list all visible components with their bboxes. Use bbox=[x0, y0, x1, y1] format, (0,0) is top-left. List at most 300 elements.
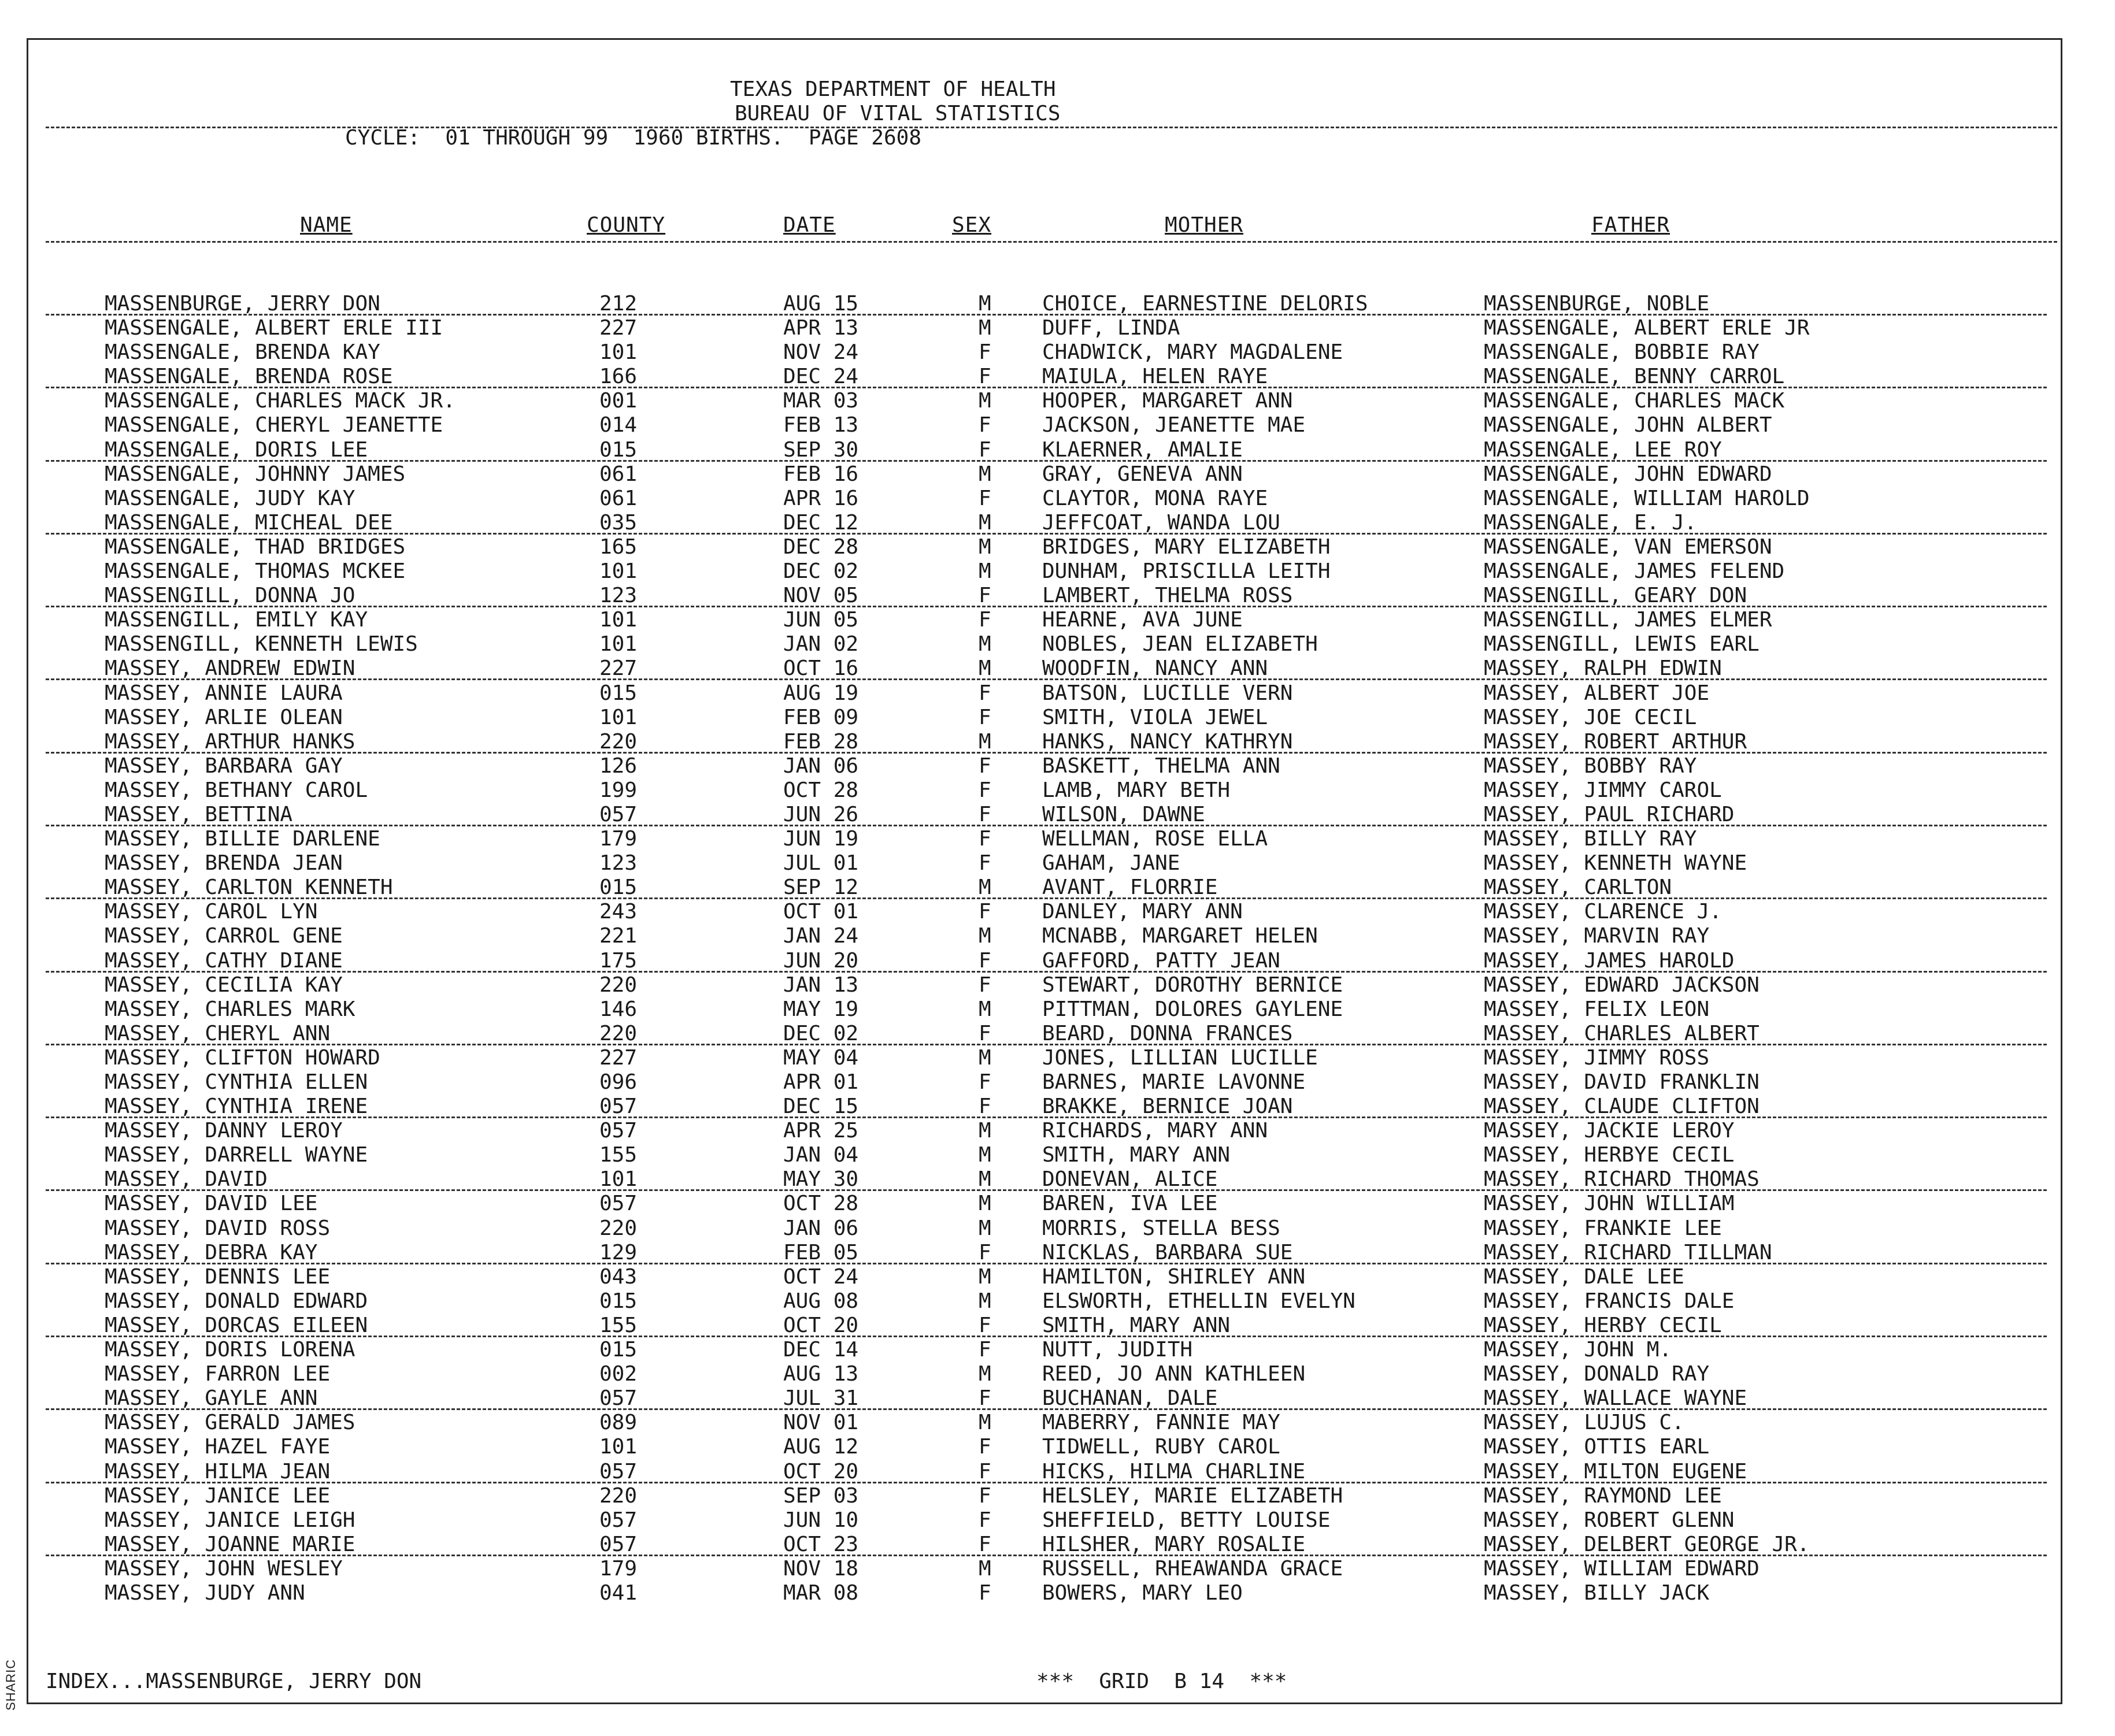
cell-sex: F bbox=[979, 365, 991, 389]
cell-father: MASSEY, CHARLES ALBERT bbox=[1484, 1021, 1760, 1045]
cell-sex: F bbox=[979, 851, 991, 876]
cell-name: MASSEY, DEBRA KAY bbox=[105, 1240, 318, 1264]
cell-name: MASSEY, JOANNE MARIE bbox=[105, 1532, 355, 1556]
cell-father: MASSEY, JACKIE LEROY bbox=[1484, 1119, 1735, 1143]
cell-father: MASSEY, WILLIAM EDWARD bbox=[1484, 1556, 1760, 1581]
cell-name: MASSENGALE, THOMAS MCKEE bbox=[105, 559, 406, 584]
cell-county: 089 bbox=[599, 1411, 638, 1435]
cell-county: 057 bbox=[599, 1459, 638, 1483]
cell-date: MAR 03 bbox=[783, 389, 859, 413]
cell-date: OCT 28 bbox=[783, 1192, 859, 1216]
table-row bbox=[28, 1216, 2064, 1241]
cell-sex: M bbox=[979, 1192, 991, 1216]
cell-date: FEB 05 bbox=[783, 1240, 859, 1264]
cell-date: FEB 28 bbox=[783, 729, 859, 754]
cell-date: JUL 01 bbox=[783, 851, 859, 876]
table-row bbox=[28, 1289, 2064, 1314]
side-label: SHARIC bbox=[3, 1659, 18, 1711]
cell-father: MASSEY, WALLACE WAYNE bbox=[1484, 1386, 1747, 1411]
cell-county: 175 bbox=[599, 948, 638, 973]
cell-name: MASSEY, BRENDA JEAN bbox=[105, 851, 343, 876]
cell-father: MASSEY, JOE CECIL bbox=[1484, 705, 1697, 729]
header-department: TEXAS DEPARTMENT OF HEALTH bbox=[730, 77, 1056, 101]
cell-father: MASSEY, JOHN M. bbox=[1484, 1338, 1672, 1362]
cell-sex: F bbox=[979, 1581, 991, 1605]
cell-father: MASSEY, JIMMY ROSS bbox=[1484, 1045, 1710, 1070]
cell-name: MASSEY, JUDY ANN bbox=[105, 1581, 305, 1605]
cell-father: MASSEY, HERBY CECIL bbox=[1484, 1313, 1722, 1337]
footer-grid: *** GRID B 14 *** bbox=[1036, 1670, 1287, 1693]
cell-date: DEC 14 bbox=[783, 1338, 859, 1362]
cell-date: OCT 01 bbox=[783, 900, 859, 924]
cell-date: DEC 28 bbox=[783, 535, 859, 559]
cell-mother: LAMB, MARY BETH bbox=[1042, 778, 1231, 802]
table-row bbox=[28, 1241, 2064, 1265]
cell-mother: SMITH, VIOLA JEWEL bbox=[1042, 705, 1268, 729]
cell-date: FEB 16 bbox=[783, 462, 859, 486]
cell-county: 101 bbox=[599, 705, 638, 729]
cell-sex: M bbox=[979, 559, 991, 584]
cell-father: MASSEY, DALE LEE bbox=[1484, 1264, 1684, 1289]
cell-date: OCT 24 bbox=[783, 1264, 859, 1289]
table-row bbox=[28, 462, 2064, 487]
cell-name: MASSEY, CLIFTON HOWARD bbox=[105, 1045, 380, 1070]
column-header-date: DATE bbox=[783, 213, 836, 237]
cell-county: 220 bbox=[599, 973, 638, 997]
cell-sex: F bbox=[979, 705, 991, 729]
cell-name: MASSENGALE, JUDY KAY bbox=[105, 486, 355, 510]
cell-date: JUN 19 bbox=[783, 827, 859, 851]
cell-sex: M bbox=[979, 997, 991, 1021]
cell-county: 043 bbox=[599, 1264, 638, 1289]
cell-county: 155 bbox=[599, 1313, 638, 1337]
table-row bbox=[28, 1411, 2064, 1435]
cell-county: 123 bbox=[599, 851, 638, 876]
cell-date: NOV 05 bbox=[783, 584, 859, 608]
cell-father: MASSENBURGE, NOBLE bbox=[1484, 292, 1710, 316]
table-row bbox=[28, 1435, 2064, 1459]
table-row bbox=[28, 1362, 2064, 1386]
cell-father: MASSEY, OTTIS EARL bbox=[1484, 1435, 1710, 1459]
cell-sex: F bbox=[979, 1338, 991, 1362]
cell-county: 126 bbox=[599, 754, 638, 778]
cell-date: AUG 19 bbox=[783, 681, 859, 705]
table-row bbox=[28, 584, 2064, 608]
cell-mother: JACKSON, JEANETTE MAE bbox=[1042, 413, 1306, 437]
table-row bbox=[28, 1581, 2064, 1605]
cell-mother: GAHAM, JANE bbox=[1042, 851, 1180, 876]
table-row bbox=[28, 851, 2064, 876]
cell-county: 199 bbox=[599, 778, 638, 802]
column-header-father: FATHER bbox=[1591, 213, 1670, 237]
table-row bbox=[28, 973, 2064, 997]
table-row bbox=[28, 1533, 2064, 1557]
cell-date: DEC 02 bbox=[783, 1021, 859, 1045]
cell-mother: GRAY, GENEVA ANN bbox=[1042, 462, 1243, 486]
cell-mother: DANLEY, MARY ANN bbox=[1042, 900, 1243, 924]
cell-county: 015 bbox=[599, 681, 638, 705]
cell-county: 179 bbox=[599, 1556, 638, 1581]
cell-sex: F bbox=[979, 1240, 991, 1264]
cell-sex: M bbox=[979, 1362, 991, 1386]
table-row bbox=[28, 1460, 2064, 1484]
cell-father: MASSENGALE, LEE ROY bbox=[1484, 437, 1722, 462]
cell-date: OCT 28 bbox=[783, 778, 859, 802]
footer-index: INDEX...MASSENBURGE, JERRY DON bbox=[46, 1670, 422, 1693]
cell-sex: F bbox=[979, 1095, 991, 1119]
cell-date: JAN 06 bbox=[783, 1216, 859, 1240]
cell-name: MASSEY, CARROL GENE bbox=[105, 924, 343, 948]
cell-sex: M bbox=[979, 1289, 991, 1313]
cell-sex: M bbox=[979, 876, 991, 900]
cell-sex: F bbox=[979, 681, 991, 705]
document-frame bbox=[27, 38, 2062, 1704]
cell-mother: BAREN, IVA LEE bbox=[1042, 1192, 1218, 1216]
cell-date: OCT 20 bbox=[783, 1313, 859, 1337]
cell-mother: CLAYTOR, MONA RAYE bbox=[1042, 486, 1268, 510]
cell-county: 061 bbox=[599, 486, 638, 510]
cell-name: MASSEY, FARRON LEE bbox=[105, 1362, 331, 1386]
cell-sex: F bbox=[979, 973, 991, 997]
cell-county: 035 bbox=[599, 510, 638, 535]
cell-sex: F bbox=[979, 754, 991, 778]
cell-county: 057 bbox=[599, 1508, 638, 1532]
cell-sex: M bbox=[979, 1143, 991, 1167]
cell-mother: STEWART, DOROTHY BERNICE bbox=[1042, 973, 1343, 997]
cell-mother: SHEFFIELD, BETTY LOUISE bbox=[1042, 1508, 1331, 1532]
cell-name: MASSEY, DAVID ROSS bbox=[105, 1216, 331, 1240]
cell-date: OCT 20 bbox=[783, 1459, 859, 1483]
cell-mother: NICKLAS, BARBARA SUE bbox=[1042, 1240, 1293, 1264]
cell-father: MASSENGILL, LEWIS EARL bbox=[1484, 632, 1760, 656]
cell-county: 146 bbox=[599, 997, 638, 1021]
cell-mother: HELSLEY, MARIE ELIZABETH bbox=[1042, 1483, 1343, 1508]
cell-father: MASSENGALE, ALBERT ERLE JR bbox=[1484, 316, 1810, 340]
cell-date: JUL 31 bbox=[783, 1386, 859, 1411]
cell-name: MASSEY, CATHY DIANE bbox=[105, 948, 343, 973]
table-row bbox=[28, 1386, 2064, 1411]
cell-father: MASSEY, DELBERT GEORGE JR. bbox=[1484, 1532, 1810, 1556]
cell-name: MASSEY, GERALD JAMES bbox=[105, 1411, 355, 1435]
cell-father: MASSEY, ALBERT JOE bbox=[1484, 681, 1710, 705]
cell-mother: GAFFORD, PATTY JEAN bbox=[1042, 948, 1280, 973]
table-row bbox=[28, 754, 2064, 778]
cell-name: MASSEY, JANICE LEE bbox=[105, 1483, 331, 1508]
cell-county: 057 bbox=[599, 1386, 638, 1411]
table-row bbox=[28, 389, 2064, 413]
cell-county: 096 bbox=[599, 1070, 638, 1094]
cell-sex: M bbox=[979, 656, 991, 681]
cell-date: AUG 15 bbox=[783, 292, 859, 316]
cell-mother: HANKS, NANCY KATHRYN bbox=[1042, 729, 1293, 754]
cell-father: MASSENGALE, CHARLES MACK bbox=[1484, 389, 1785, 413]
cell-father: MASSEY, RICHARD TILLMAN bbox=[1484, 1240, 1772, 1264]
cell-county: 015 bbox=[599, 1289, 638, 1313]
cell-county: 057 bbox=[599, 1532, 638, 1556]
cell-sex: M bbox=[979, 535, 991, 559]
cell-mother: HICKS, HILMA CHARLINE bbox=[1042, 1459, 1306, 1483]
cell-sex: F bbox=[979, 413, 991, 437]
cell-sex: F bbox=[979, 948, 991, 973]
cell-mother: PITTMAN, DOLORES GAYLENE bbox=[1042, 997, 1343, 1021]
cell-mother: DUFF, LINDA bbox=[1042, 316, 1180, 340]
table-row bbox=[28, 340, 2064, 365]
cell-father: MASSEY, FELIX LEON bbox=[1484, 997, 1710, 1021]
cell-name: MASSEY, CHARLES MARK bbox=[105, 997, 355, 1021]
table-row bbox=[28, 438, 2064, 462]
cell-mother: JONES, LILLIAN LUCILLE bbox=[1042, 1045, 1318, 1070]
cell-name: MASSENGILL, EMILY KAY bbox=[105, 608, 368, 632]
cell-county: 123 bbox=[599, 584, 638, 608]
table-row bbox=[28, 1143, 2064, 1167]
cell-father: MASSENGILL, GEARY DON bbox=[1484, 584, 1747, 608]
cell-date: JUN 05 bbox=[783, 608, 859, 632]
cell-sex: M bbox=[979, 729, 991, 754]
cell-mother: NUTT, JUDITH bbox=[1042, 1338, 1193, 1362]
cell-sex: F bbox=[979, 584, 991, 608]
cell-county: 220 bbox=[599, 1483, 638, 1508]
cell-county: 002 bbox=[599, 1362, 638, 1386]
table-row bbox=[28, 876, 2064, 900]
cell-county: 101 bbox=[599, 340, 638, 365]
cell-father: MASSENGALE, WILLIAM HAROLD bbox=[1484, 486, 1810, 510]
cell-date: OCT 16 bbox=[783, 656, 859, 681]
cell-father: MASSEY, ROBERT ARTHUR bbox=[1484, 729, 1747, 754]
cell-father: MASSENGALE, BENNY CARROL bbox=[1484, 365, 1785, 389]
cell-county: 057 bbox=[599, 1192, 638, 1216]
cell-name: MASSEY, BARBARA GAY bbox=[105, 754, 343, 778]
table-row bbox=[28, 1192, 2064, 1216]
cell-name: MASSEY, HAZEL FAYE bbox=[105, 1435, 331, 1459]
cell-date: SEP 03 bbox=[783, 1483, 859, 1508]
cell-mother: RICHARDS, MARY ANN bbox=[1042, 1119, 1268, 1143]
cell-mother: MORRIS, STELLA BESS bbox=[1042, 1216, 1280, 1240]
cell-date: DEC 02 bbox=[783, 559, 859, 584]
cell-name: MASSENGALE, JOHNNY JAMES bbox=[105, 462, 406, 486]
cell-county: 101 bbox=[599, 608, 638, 632]
cell-mother: HAMILTON, SHIRLEY ANN bbox=[1042, 1264, 1306, 1289]
cell-county: 179 bbox=[599, 827, 638, 851]
table-row bbox=[28, 316, 2064, 340]
cell-county: 057 bbox=[599, 1095, 638, 1119]
cell-county: 227 bbox=[599, 1045, 638, 1070]
table-row bbox=[28, 1484, 2064, 1508]
cell-date: AUG 08 bbox=[783, 1289, 859, 1313]
table-row bbox=[28, 949, 2064, 973]
cell-mother: MCNABB, MARGARET HELEN bbox=[1042, 924, 1318, 948]
cell-mother: HILSHER, MARY ROSALIE bbox=[1042, 1532, 1306, 1556]
column-header-mother: MOTHER bbox=[1165, 213, 1244, 237]
cell-sex: M bbox=[979, 1556, 991, 1581]
cell-mother: RUSSELL, RHEAWANDA GRACE bbox=[1042, 1556, 1343, 1581]
cell-father: MASSEY, BILLY JACK bbox=[1484, 1581, 1710, 1605]
cell-father: MASSEY, JAMES HAROLD bbox=[1484, 948, 1735, 973]
header-bureau: BUREAU OF VITAL STATISTICS bbox=[735, 102, 1061, 125]
cell-date: MAY 04 bbox=[783, 1045, 859, 1070]
cell-father: MASSEY, BILLY RAY bbox=[1484, 827, 1697, 851]
table-row bbox=[28, 1338, 2064, 1362]
cell-name: MASSENGALE, ALBERT ERLE III bbox=[105, 316, 443, 340]
cell-mother: ELSWORTH, ETHELLIN EVELYN bbox=[1042, 1289, 1355, 1313]
cell-name: MASSEY, CAROL LYN bbox=[105, 900, 318, 924]
table-row bbox=[28, 1508, 2064, 1533]
table-row bbox=[28, 997, 2064, 1022]
cell-sex: M bbox=[979, 1045, 991, 1070]
cell-sex: F bbox=[979, 608, 991, 632]
table-row bbox=[28, 900, 2064, 924]
cell-date: NOV 24 bbox=[783, 340, 859, 365]
cell-county: 101 bbox=[599, 1167, 638, 1192]
table-row bbox=[28, 1557, 2064, 1581]
cell-father: MASSEY, BOBBY RAY bbox=[1484, 754, 1697, 778]
cell-name: MASSEY, CHERYL ANN bbox=[105, 1021, 331, 1045]
cell-name: MASSEY, CARLTON KENNETH bbox=[105, 876, 393, 900]
cell-date: DEC 24 bbox=[783, 365, 859, 389]
cell-mother: HEARNE, AVA JUNE bbox=[1042, 608, 1243, 632]
table-row bbox=[28, 535, 2064, 559]
cell-name: MASSEY, JOHN WESLEY bbox=[105, 1556, 343, 1581]
cell-sex: F bbox=[979, 340, 991, 365]
table-row bbox=[28, 827, 2064, 851]
cell-sex: M bbox=[979, 1167, 991, 1192]
cell-date: APR 01 bbox=[783, 1070, 859, 1094]
table-row bbox=[28, 924, 2064, 948]
table-row bbox=[28, 803, 2064, 827]
cell-name: MASSENGILL, KENNETH LEWIS bbox=[105, 632, 418, 656]
cell-date: MAY 19 bbox=[783, 997, 859, 1021]
cell-county: 165 bbox=[599, 535, 638, 559]
cell-county: 061 bbox=[599, 462, 638, 486]
cell-mother: MAIULA, HELEN RAYE bbox=[1042, 365, 1268, 389]
cell-sex: F bbox=[979, 1532, 991, 1556]
cell-father: MASSENGALE, JAMES FELEND bbox=[1484, 559, 1785, 584]
cell-name: MASSEY, DENNIS LEE bbox=[105, 1264, 331, 1289]
cell-father: MASSEY, EDWARD JACKSON bbox=[1484, 973, 1760, 997]
cell-sex: F bbox=[979, 437, 991, 462]
cell-sex: M bbox=[979, 1264, 991, 1289]
cell-county: 227 bbox=[599, 316, 638, 340]
cell-date: FEB 09 bbox=[783, 705, 859, 729]
cell-father: MASSEY, LUJUS C. bbox=[1484, 1411, 1684, 1435]
cell-mother: REED, JO ANN KATHLEEN bbox=[1042, 1362, 1306, 1386]
cell-sex: M bbox=[979, 316, 991, 340]
cell-county: 129 bbox=[599, 1240, 638, 1264]
cell-father: MASSEY, RAYMOND LEE bbox=[1484, 1483, 1722, 1508]
cell-mother: BUCHANAN, DALE bbox=[1042, 1386, 1218, 1411]
cell-name: MASSENGALE, MICHEAL DEE bbox=[105, 510, 393, 535]
cell-sex: F bbox=[979, 1435, 991, 1459]
cell-sex: M bbox=[979, 1411, 991, 1435]
table-row bbox=[28, 1167, 2064, 1192]
cell-mother: SMITH, MARY ANN bbox=[1042, 1143, 1231, 1167]
cell-mother: BOWERS, MARY LEO bbox=[1042, 1581, 1243, 1605]
cell-sex: M bbox=[979, 389, 991, 413]
cell-name: MASSEY, BILLIE DARLENE bbox=[105, 827, 380, 851]
table-row bbox=[28, 681, 2064, 706]
column-header-county: COUNTY bbox=[587, 213, 666, 237]
cell-father: MASSENGALE, E. J. bbox=[1484, 510, 1697, 535]
cell-mother: BARNES, MARIE LAVONNE bbox=[1042, 1070, 1306, 1094]
cell-date: OCT 23 bbox=[783, 1532, 859, 1556]
cell-sex: F bbox=[979, 1508, 991, 1532]
cell-father: MASSEY, MILTON EUGENE bbox=[1484, 1459, 1747, 1483]
table-row bbox=[28, 559, 2064, 584]
table-row bbox=[28, 706, 2064, 730]
cell-date: APR 13 bbox=[783, 316, 859, 340]
table-row bbox=[28, 730, 2064, 754]
cell-father: MASSEY, FRANCIS DALE bbox=[1484, 1289, 1735, 1313]
cell-county: 057 bbox=[599, 1119, 638, 1143]
cell-sex: F bbox=[979, 1483, 991, 1508]
cell-date: DEC 15 bbox=[783, 1095, 859, 1119]
cell-mother: KLAERNER, AMALIE bbox=[1042, 437, 1243, 462]
cell-date: JAN 06 bbox=[783, 754, 859, 778]
cell-date: NOV 18 bbox=[783, 1556, 859, 1581]
cell-date: JAN 13 bbox=[783, 973, 859, 997]
cell-father: MASSENGALE, BOBBIE RAY bbox=[1484, 340, 1760, 365]
cell-sex: M bbox=[979, 292, 991, 316]
cell-county: 015 bbox=[599, 1338, 638, 1362]
cell-name: MASSEY, DONALD EDWARD bbox=[105, 1289, 368, 1313]
table-row bbox=[28, 1314, 2064, 1338]
cell-mother: AVANT, FLORRIE bbox=[1042, 876, 1218, 900]
cell-father: MASSEY, ROBERT GLENN bbox=[1484, 1508, 1735, 1532]
cell-father: MASSENGALE, VAN EMERSON bbox=[1484, 535, 1772, 559]
table-row bbox=[28, 413, 2064, 437]
cell-sex: M bbox=[979, 510, 991, 535]
cell-mother: SMITH, MARY ANN bbox=[1042, 1313, 1231, 1337]
cell-father: MASSEY, JIMMY CAROL bbox=[1484, 778, 1722, 802]
cell-sex: M bbox=[979, 1119, 991, 1143]
cell-name: MASSEY, BETHANY CAROL bbox=[105, 778, 368, 802]
cell-father: MASSENGILL, JAMES ELMER bbox=[1484, 608, 1772, 632]
cell-name: MASSEY, HILMA JEAN bbox=[105, 1459, 331, 1483]
table-row bbox=[28, 292, 2064, 316]
cell-mother: LAMBERT, THELMA ROSS bbox=[1042, 584, 1293, 608]
table-row bbox=[28, 1265, 2064, 1289]
births-table bbox=[28, 292, 2064, 1605]
cell-mother: BRAKKE, BERNICE JOAN bbox=[1042, 1095, 1293, 1119]
cell-county: 227 bbox=[599, 656, 638, 681]
cell-father: MASSEY, RICHARD THOMAS bbox=[1484, 1167, 1760, 1192]
cell-name: MASSEY, GAYLE ANN bbox=[105, 1386, 318, 1411]
cell-sex: M bbox=[979, 632, 991, 656]
cell-mother: DONEVAN, ALICE bbox=[1042, 1167, 1218, 1192]
cell-sex: F bbox=[979, 1070, 991, 1094]
cell-father: MASSEY, CARLTON bbox=[1484, 876, 1672, 900]
cell-father: MASSEY, HERBYE CECIL bbox=[1484, 1143, 1735, 1167]
cell-name: MASSENGALE, CHARLES MACK JR. bbox=[105, 389, 455, 413]
cell-date: JUN 26 bbox=[783, 802, 859, 826]
cell-name: MASSEY, CECILIA KAY bbox=[105, 973, 343, 997]
cell-sex: F bbox=[979, 1313, 991, 1337]
cell-county: 015 bbox=[599, 876, 638, 900]
cell-mother: BEARD, DONNA FRANCES bbox=[1042, 1021, 1293, 1045]
table-row bbox=[28, 656, 2064, 681]
cell-father: MASSEY, KENNETH WAYNE bbox=[1484, 851, 1747, 876]
cell-sex: F bbox=[979, 900, 991, 924]
cell-mother: DUNHAM, PRISCILLA LEITH bbox=[1042, 559, 1331, 584]
cell-name: MASSENGALE, BRENDA KAY bbox=[105, 340, 380, 365]
cell-county: 243 bbox=[599, 900, 638, 924]
table-row bbox=[28, 365, 2064, 389]
cell-name: MASSENGALE, DORIS LEE bbox=[105, 437, 368, 462]
cell-name: MASSENGALE, THAD BRIDGES bbox=[105, 535, 406, 559]
cell-mother: HOOPER, MARGARET ANN bbox=[1042, 389, 1293, 413]
table-row bbox=[28, 778, 2064, 803]
cell-father: MASSEY, PAUL RICHARD bbox=[1484, 802, 1735, 826]
cell-date: JAN 04 bbox=[783, 1143, 859, 1167]
